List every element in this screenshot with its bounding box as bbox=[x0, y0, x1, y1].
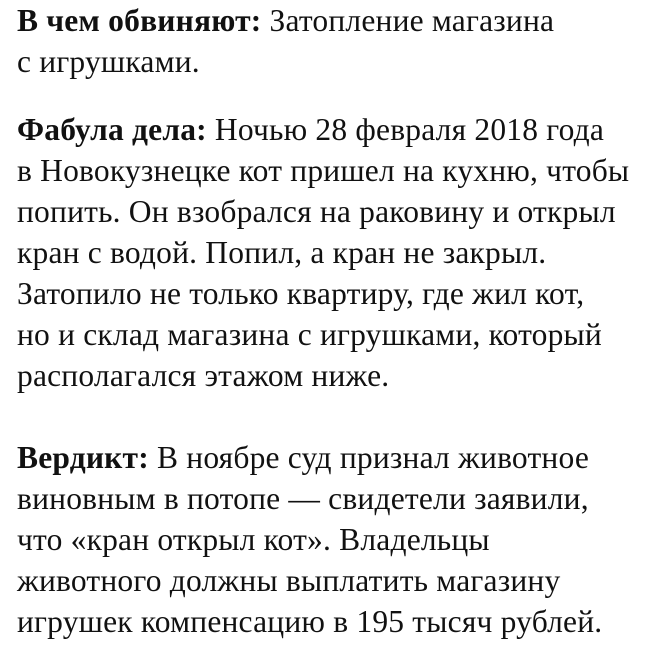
text-line: располагался этажом ниже. bbox=[17, 358, 390, 393]
text-line bbox=[17, 437, 602, 478]
text-line: животного должны выплатить магазину bbox=[17, 563, 561, 598]
text-line: игрушек компенсацию в 195 тысяч рублей. bbox=[17, 604, 603, 639]
text-line bbox=[17, 0, 554, 41]
accusation-paragraph bbox=[17, 0, 554, 82]
text-line: но и склад магазина с игрушками, который bbox=[17, 317, 602, 352]
plot-paragraph bbox=[17, 109, 629, 396]
text-line: кран с водой. Попил, а кран не закрыл. bbox=[17, 235, 547, 270]
text-line bbox=[17, 109, 629, 150]
verdict-label: Вердикт: bbox=[17, 440, 149, 475]
text-line: в Новокузнецке кот пришел на кухню, чтобы bbox=[17, 153, 630, 188]
text-line: Затопило не только квартиру, где жил кот, bbox=[17, 276, 585, 311]
verdict-paragraph bbox=[17, 437, 602, 642]
text-line: что «кран открыл кот». Владельцы bbox=[17, 522, 490, 557]
plot-label: Фабула дела: bbox=[17, 112, 207, 147]
text-span: Ночью 28 февраля 2018 года bbox=[206, 112, 605, 147]
text-line: виновным в потопе — свидетели заявили, bbox=[17, 481, 589, 516]
text-line: с игрушками. bbox=[17, 44, 200, 79]
accusation-label: В чем обвиняют: bbox=[17, 3, 262, 38]
text-line: попить. Он взобрался на раковину и открыл bbox=[17, 194, 616, 229]
text-span: Затопление магазина bbox=[261, 3, 555, 38]
text-span: В ноябре суд признал животное bbox=[148, 440, 590, 475]
